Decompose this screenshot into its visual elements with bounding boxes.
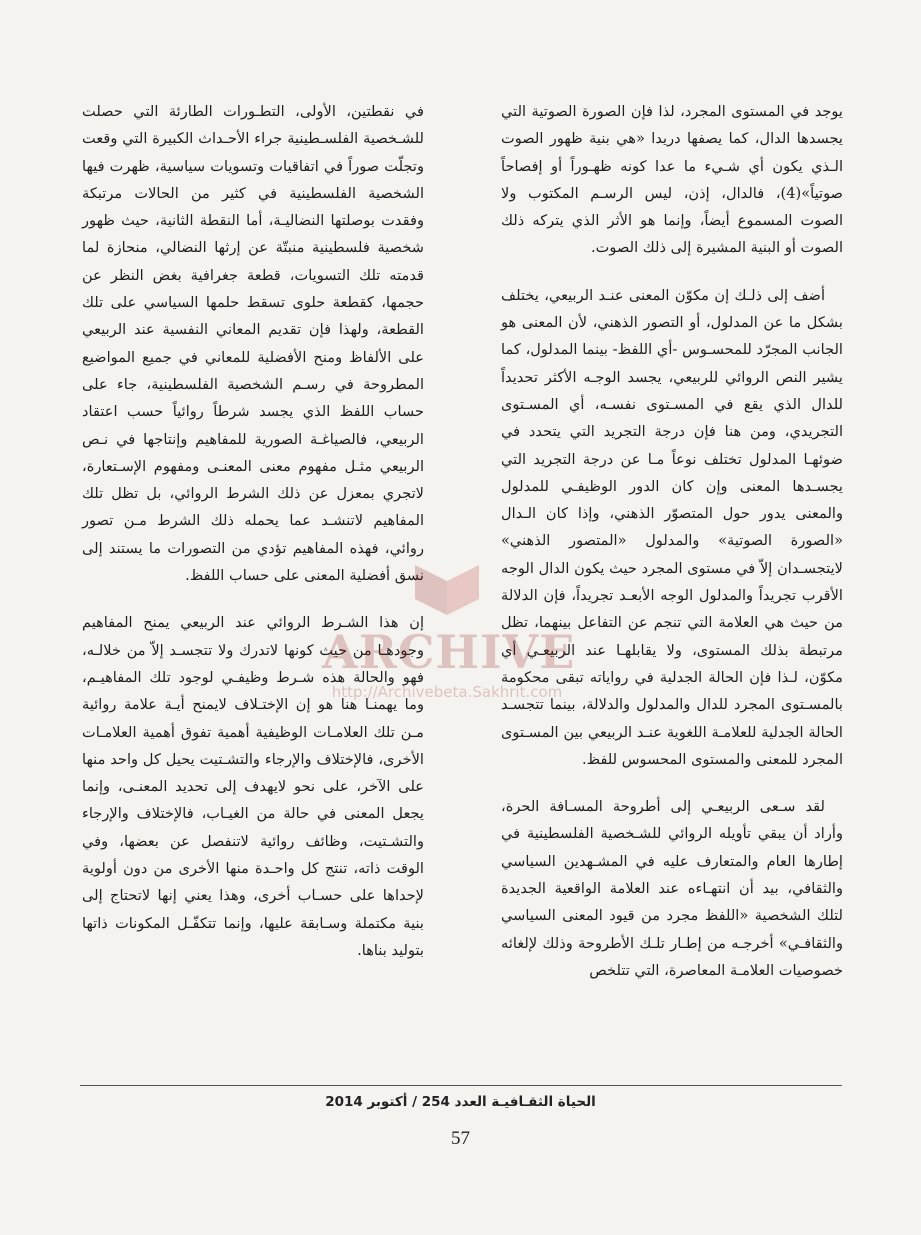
paragraph: لقد سـعى الربيعـي إلى أطروحة المسـافة الحرة، وأراد أن يبقي تأويله الروائي للشـخصية الفلسطينية في إطارها العام والمتعارف عليه في المشـهدين السياسي والثقافي، بيد أن انتهـاءه عند العلامة الواقعية الجديدة لتلك الشخصية «اللفظ مجرد من قيود المعنى السياسي والثقافـي» أخرجـه من إطـار تلـك الأطروحة وذلك لإلغائه خصوصيات العلامـة المعاصرة، التي تتلخص bbox=[501, 798, 843, 979]
paragraph: في نقطتين، الأولى، التطـورات الطارئة التي حصلت للشـخصية الفلسـطينية جراء الأحـداث الكبيرة التي وقعت وتجلّت صوراً في اتفاقيات وتسويات سياسية، ظهرت فيها الشخصية الفلسطينية في كثير من الحالات مرتبكة وفقدت بوصلتها النضاليـة، أما النقطة الثانية، حيث ظهور شخصية فلسطينية منبتّة عن إرثها النضالي، منحازة لما قدمته تلك التسويات، قطعة جغرافية بغض النظر عن حجمها، كقطعة حلوى تسقط حلمها السياسي على تلك القطعة، ولهذا فإن تقديم المعاني النفسية عند الربيعي على الألفاظ ومنح الأفضلية للمعاني في جميع المواضيع المطروحة في رسـم الشخصية الفلسطينية، جاء على حساب اللفظ الذي يجسد شرطاً روائياً حسب اعتقاد الربيعي، فالصياغـة الصورية للمفاهيم وإنتاجها في نـص الربيعي مثـل مفهوم معنى المعنـى ومفهوم الإسـتعارة، لاتجري بمعزل عن ذلك الشرط الروائي، بل تظل تلك المفاهيم لاتنشـد عما يحمله ذلك الشرط مـن تصور روائي، فهذه المفاهيم تؤدي من التصورات ما يستند إلى نسق أفضلية المعنى على حساب اللفظ. bbox=[82, 103, 424, 585]
footer-issue-info: الحياة الثقـافيـة العدد 254 / أكتوبر 2014 bbox=[325, 1094, 596, 1110]
footer-divider bbox=[80, 1085, 842, 1086]
paragraph: يوجد في المستوى المجرد، لذا فإن الصورة الصوتية التي يجسدها الدال، كما يصفها دريدا «هي بنية ظهور الصوت الـذي يكون أي شـيء ما عدا كونه ظهـوراً أو إفصاحاً صوتياً»(4)، فالدال، إذن، ليس الرسـم المكتوب ولا الصوت المسموع أيضاً، وإنما هو الأثر الذي يتركه ذلك الصوت أو البنية المشيرة إلى ذلك الصوت. bbox=[501, 103, 843, 257]
watermark-url: http://Archivebeta.Sakhrit.com bbox=[331, 683, 563, 701]
paragraph: إن هذا الشـرط الروائي عند الربيعي يمنح المفاهيم وجودهـا من حيث كونها لاتدرك ولا تتجسـد إلاّ من خلالـه، فهو والحالة هذه شـرط وظيفـي لوجود تلك المفاهيـم، وما يهمنـا هنا هو إن الإختـلاف لايمنح أيـة علامة روائية مـن تلك العلامـات الوظيفية أهمية تفوق أهمية العلامـات الأخرى، فالإختلاف والإرجاء والتشـتيت يحيل كل واحد منها على الآخر، على نحو لايهدف إلى تحديد المعنـى، وإنما يجعل المعنى في حالة من الغيـاب، فالإختلاف والإرجاء والتشـتيت، وظائف روائية لاتنفصل عن بعضها، وفي الوقت ذاته، تنتج كل واحـدة منها الأخرى من دون أولوية لإحداها على حسـاب أخرى، وهذا يعني إنها لاتحتاج إلى بنية مكتملة وسـابقة عليها، وإنما تتكفّـل المكونات ذاتها بتوليد بناها. bbox=[82, 614, 424, 959]
page-number: 57 bbox=[451, 1128, 470, 1149]
right-column bbox=[501, 98, 843, 984]
paragraph: أضف إلى ذلـك إن مكوّن المعنى عنـد الربيعي، يختلف بشكل ما عن المدلول، أو التصور الذهني، لأن المعنى هو الجانب المجرّد للمحسـوس -أي اللفظ- بينما المدلول، كما يشير النص الروائي للربيعي، يجسد الوجـه الأكثر تحديداً للدال الذي يقع في المسـتوى نفسـه، أي المسـتوى التجريدي، ومن هنا فإن درجة التجريد التي يتحدد في ضوئهـا المدلول تختلف نوعاً مـا عن درجة التجريد التي يجسـدها المعنى وإن كان الدور الوظيفـي للمدلول والمعنى يدور حول المتصوّر الذهني، وإذا كان الـدال «الصورة الصوتية» والمدلول «المتصور الذهني» لايتجسـدان إلاّ في مستوى المجرد حيث يكون الدال الوجه الأقرب تجريداً والمدلول الوجه الأبعـد تجريداً، فإن الدلالة من حيث هي العلامة التي تنجم عن التفاعل بينهما، تظل مرتبطة بذلك المستوى، ولا يقابلهـا عند الربيعـي أي مكوّن، لـذا فإن الحالة الجدلية في رواياته تبقى محكومة بالمسـتوى المجرد للدال والمدلول والدلالة، بينما تتجسـد الحالة الجدلية للعلامـة اللغوية عنـد الربيعي بين المسـتوى المجرد للمعنى والمستوى المحسوس للفظ. bbox=[501, 286, 843, 768]
left-column bbox=[82, 98, 424, 964]
watermark-title: ARCHIVE bbox=[322, 625, 576, 679]
